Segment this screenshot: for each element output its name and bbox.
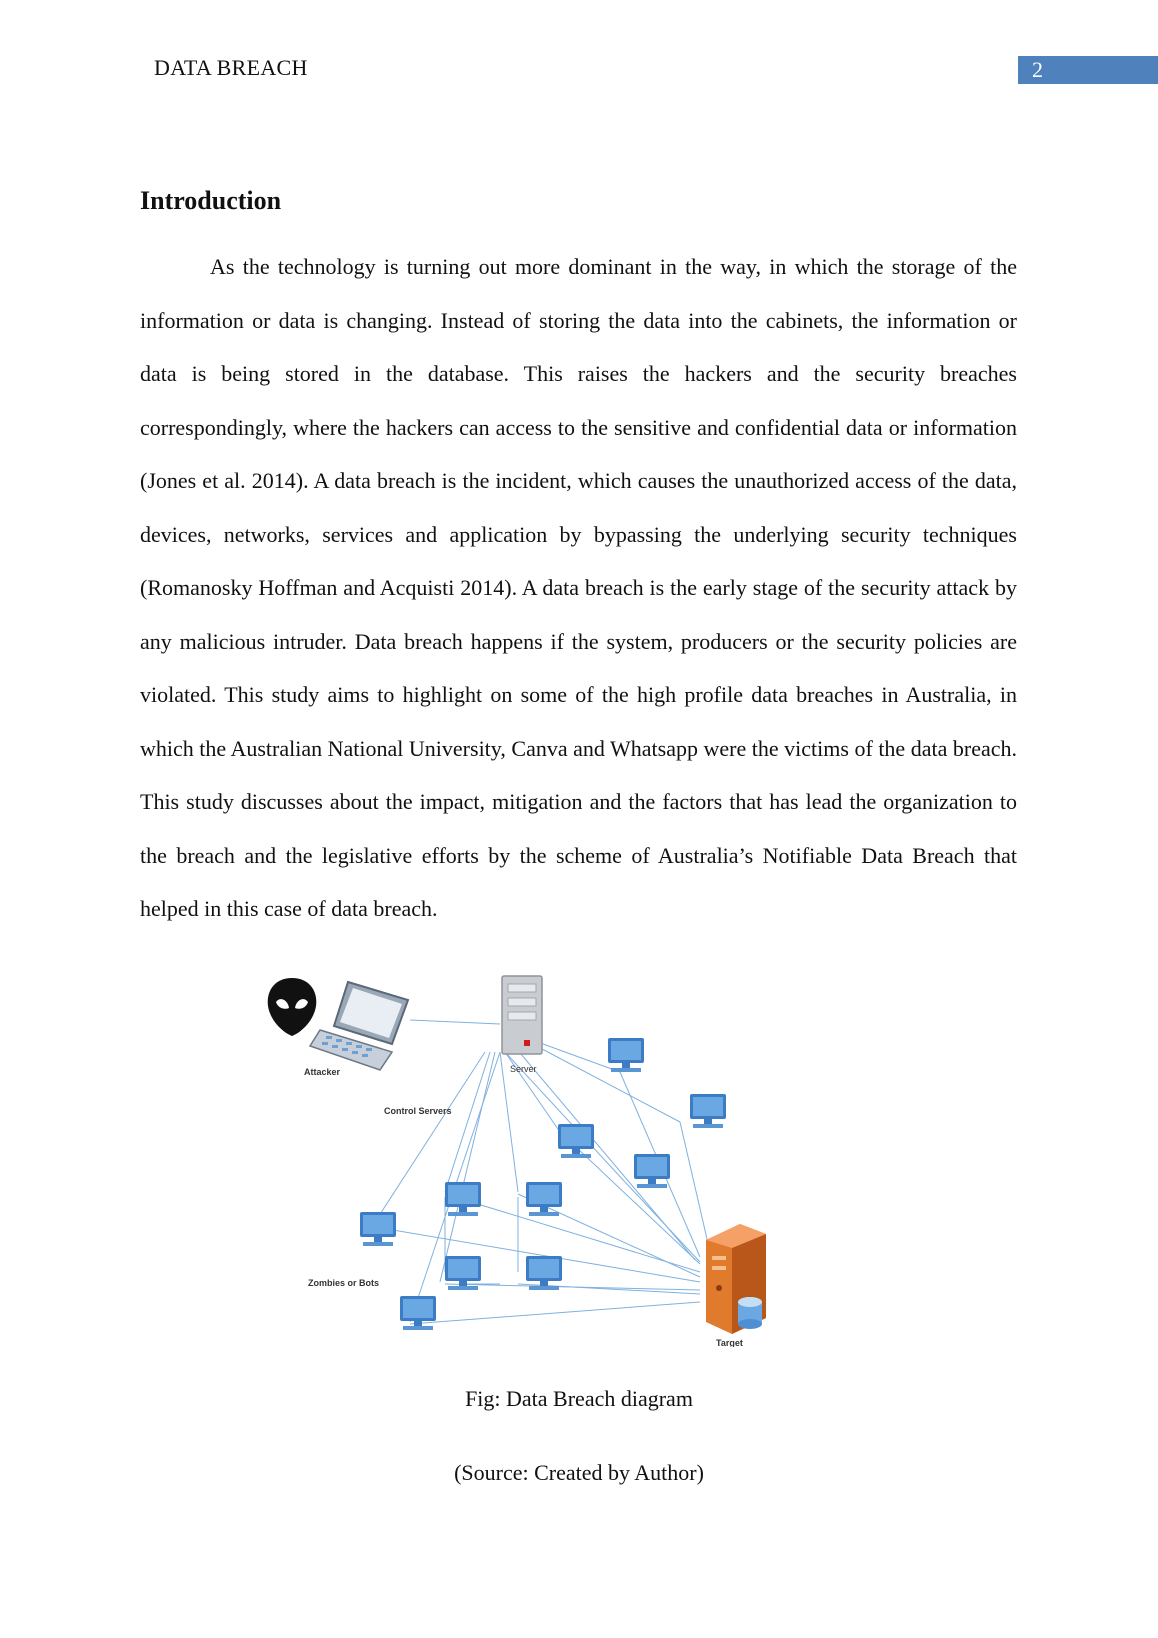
control-server-monitor-3 [558,1124,594,1158]
target-label: Target [716,1338,743,1347]
server-icon [502,976,542,1054]
zombie-monitor-3 [360,1212,396,1246]
page-number-bar [1018,56,1158,84]
control-server-monitor-2 [690,1094,726,1128]
zombie-monitor-1 [445,1182,481,1216]
body-text [140,240,1017,936]
zombies-label: Zombies or Bots [308,1278,380,1288]
server-label: Server [510,1064,537,1074]
laptop-icon [310,982,408,1070]
control-servers-label: Control Servers [384,1106,452,1116]
intro-paragraph: As the technology is turning out more dominant in the way, in which the storage of the information or data is changing. Instead of storing the data into the cabinets, the information or data is being stored in the database. This raises the hackers and the security breaches correspondingly, where the hackers can access to the sensitive and confidential data or information (Jones et al. 2014). A data breach is the incident, which causes the unauthorized access of the data, devices, networks, services and application by bypassing the underlying security techniques (Romanosky Hoffman and Acquisti 2014). A data breach is the early stage of the security attack by any malicious intruder. Data breach happens if the system, producers or the security policies are violated. This study aims to highlight on some of the high profile data breaches in Australia, in which the Australian National University, Canva and Whatsapp were the victims of the data breach. This study discusses about the impact, mitigation and the factors that has lead the organization to the breach and the legislative efforts by the scheme of Australia’s Notifiable Data Breach that helped in this case of data breach. [140,254,1017,921]
running-head: DATA BREACH [154,55,308,80]
zombie-monitor-2 [526,1182,562,1216]
attacker-label: Attacker [304,1067,341,1077]
target-server-icon [706,1224,766,1334]
page-number: 2 [1032,57,1043,82]
figure-source: (Source: Created by Author) [454,1460,704,1485]
figure-caption: Fig: Data Breach diagram [465,1386,693,1411]
alien-icon [268,978,317,1036]
control-server-monitor-4 [634,1154,670,1188]
control-server-monitor-1 [608,1038,644,1072]
section-heading: Introduction [140,186,282,215]
data-breach-diagram [260,972,780,1352]
zombie-monitor-6 [400,1296,436,1330]
